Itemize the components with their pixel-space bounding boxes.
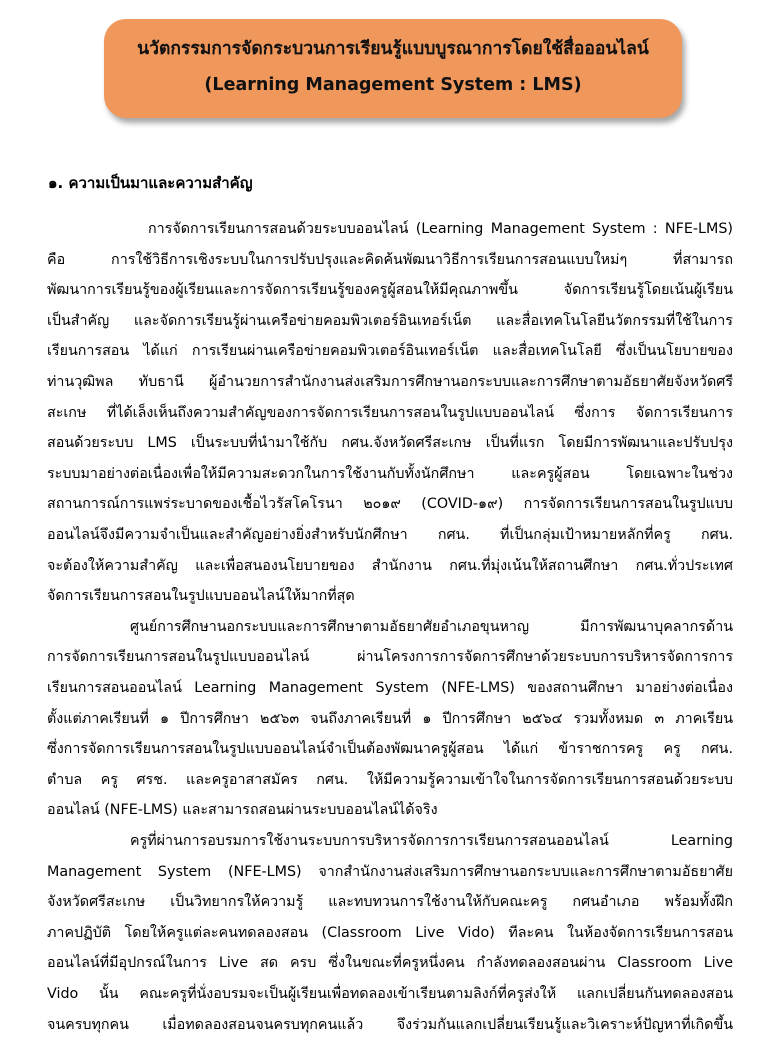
- paragraph-line: จนครบทุกคน เมื่อทดลองสอนจนครบทุกคนแล้ว จึงร่วมกันแลกเปลี่ยนเรียนรู้และวิเคราะห์ปัญหาที่เกิดขึ้น: [47, 1016, 733, 1033]
- paragraph-line: คือ การใช้วิธีการเชิงระบบในการปรับปรุงและคิดค้นพัฒนาวิธีการเรียนการสอนแบบใหม่ๆ ที่สามารถ: [47, 251, 733, 268]
- paragraph-line: พัฒนาการเรียนรู้ของผู้เรียนและการจัดการเรียนรู้ของครูผู้สอนให้มีคุณภาพขึ้น จัดการเรียนรู้โดยเน้นผู้เรียน: [47, 282, 733, 299]
- paragraph-line: เป็นสำคัญ และจัดการเรียนรู้ผ่านเครือข่ายคอมพิวเตอร์อินเทอร์เน็ต และสื่อเทคโนโลยีนวัตกรรมที่ใช้ในการ: [47, 312, 733, 329]
- paragraph-line: ตั้งแต่ภาคเรียนที่ ๑ ปีการศึกษา ๒๕๖๓ จนถึงภาคเรียนที่ ๑ ปีการศึกษา ๒๕๖๔ รวมทั้งหมด ๓ ภาคเรียน: [47, 710, 733, 727]
- paragraph-line: ท่านวุฒิพล ทับธานี ผู้อำนวยการสำนักงานส่งเสริมการศึกษานอกระบบและการศึกษาตามอัธยาศัยจังหวัดศรี: [47, 374, 733, 390]
- paragraph-line: การจัดการเรียนการสอนด้วยระบบออนไลน์ (Learning Management System : NFE-LMS): [148, 221, 733, 237]
- paragraph-line: ออนไลน์จึงมีความจำเป็นและสำคัญอย่างยิ่งสำหรับนักศึกษา กศน. ที่เป็นกลุ่มเป้าหมายหลักที่ครู กศน.: [47, 527, 733, 543]
- paragraph-line: ออนไลน์ที่มีอุปกรณ์ในการ Live สด ครบ ซึ่งในขณะที่ครูหนึ่งคน กำลังทดลองสอนผ่าน Classroom Live: [47, 955, 733, 972]
- paragraph-line: Management System (NFE-LMS) จากสำนักงานส่งเสริมการศึกษานอกระบบและการศึกษาตามอัธยาศัย: [47, 863, 733, 880]
- paragraph-line: จัดการเรียนการสอนในรูปแบบออนไลน์ให้มากที่สุด: [47, 588, 355, 605]
- paragraph-line: ภาคปฏิบัติ โดยให้ครูแต่ละคนทดลองสอน (Classroom Live Vido) ทีละคน ในห้องจัดการเรียนการสอน: [47, 924, 733, 941]
- paragraph-line: ซึ่งการจัดการเรียนการสอนในรูปแบบออนไลน์จำเป็นต้องพัฒนาครูผู้สอน ได้แก่ ข้าราชการครู ครู กศน.: [47, 741, 733, 758]
- paragraph-line: จังหวัดศรีสะเกษ เป็นวิทยากรให้ความรู้ และทบทวนการใช้งานให้กับคณะครู กศนอำเภอ พร้อมทั้งฝึก: [47, 894, 733, 911]
- title-banner: [104, 19, 682, 118]
- section-heading: ๑. ความเป็นมาและความสำคัญ: [48, 174, 253, 192]
- paragraph-line: เรียนการสอน ได้แก่ การเรียนผ่านเครือข่ายคอมพิวเตอร์อินเทอร์เน็ต และสื่อเทคโนโลยี ซึ่งเป็นนโยบายของ: [47, 343, 733, 360]
- paragraph-line: Vido นั้น คณะครูที่นั่งอบรมจะเป็นผู้เรียนเพื่อทดลองเข้าเรียนตามลิงก์ที่ครูส่งให้ แลกเปลี่ยนกันทดลองสอน: [47, 986, 733, 1002]
- paragraph-line: สอนด้วยระบบ LMS เป็นระบบที่นำมาใช้กับ กศน.จังหวัดศรีสะเกษ เป็นที่แรก โดยมีการพัฒนาและปรับปรุง: [47, 435, 733, 452]
- paragraph-line: จะต้องให้ความสำคัญ และเพื่อสนองนโยบายของ สำนักงาน กศน.ที่มุ่งเน้นให้สถานศึกษา กศน.ทั่วประเทศ: [47, 557, 733, 574]
- paragraph-line: ระบบมาอย่างต่อเนื่องเพื่อให้มีความสะดวกในการใช้งานกับทั้งนักศึกษา และครูผู้สอน โดยเฉพาะในช่วง: [47, 465, 733, 482]
- paragraph-line: ออนไลน์ (NFE-LMS) และสามารถสอนผ่านระบบออนไลน์ได้จริง: [47, 802, 438, 819]
- paragraph-line: สะเกษ ที่ได้เล็งเห็นถึงความสำคัญของการจัดการเรียนการสอนในรูปแบบออนไลน์ ซึ่งการ จัดการเรียนการ: [47, 404, 733, 421]
- paragraph-line: ตำบล ครู ศรช. และครูอาสาสมัคร กศน. ให้มีความรู้ความเข้าใจในการจัดการเรียนการสอนด้วยระบบ: [47, 771, 733, 788]
- paragraph-line: ครูที่ผ่านการอบรมการใช้งานระบบการบริหารจัดการการเรียนการสอนออนไลน์ Learning: [130, 833, 733, 849]
- paragraph-line: ศูนย์การศึกษานอกระบบและการศึกษาตามอัธยาศัยอำเภอขุนหาญ มีการพัฒนาบุคลากรด้าน: [130, 618, 733, 635]
- banner-title-english: (Learning Management System : LMS): [204, 75, 582, 95]
- paragraph-line: การจัดการเรียนการสอนในรูปแบบออนไลน์ ผ่านโครงการการจัดการศึกษาด้วยระบบการบริหารจัดการการ: [47, 649, 733, 666]
- banner-title-thai: นวัตกรรมการจัดกระบวนการเรียนรู้แบบบูรณาการโดยใช้สื่อออนไลน์: [137, 39, 649, 59]
- paragraph-line: สถานการณ์การแพร่ระบาดของเชื้อไวรัสโคโรนา ๒๐๑๙ (COVID-๑๙) การจัดการเรียนการสอนในรูปแบบ: [47, 496, 733, 513]
- paragraph-line: เรียนการสอนออนไลน์ Learning Management System (NFE-LMS) ของสถานศึกษา มาอย่างต่อเนื่อง: [47, 680, 733, 696]
